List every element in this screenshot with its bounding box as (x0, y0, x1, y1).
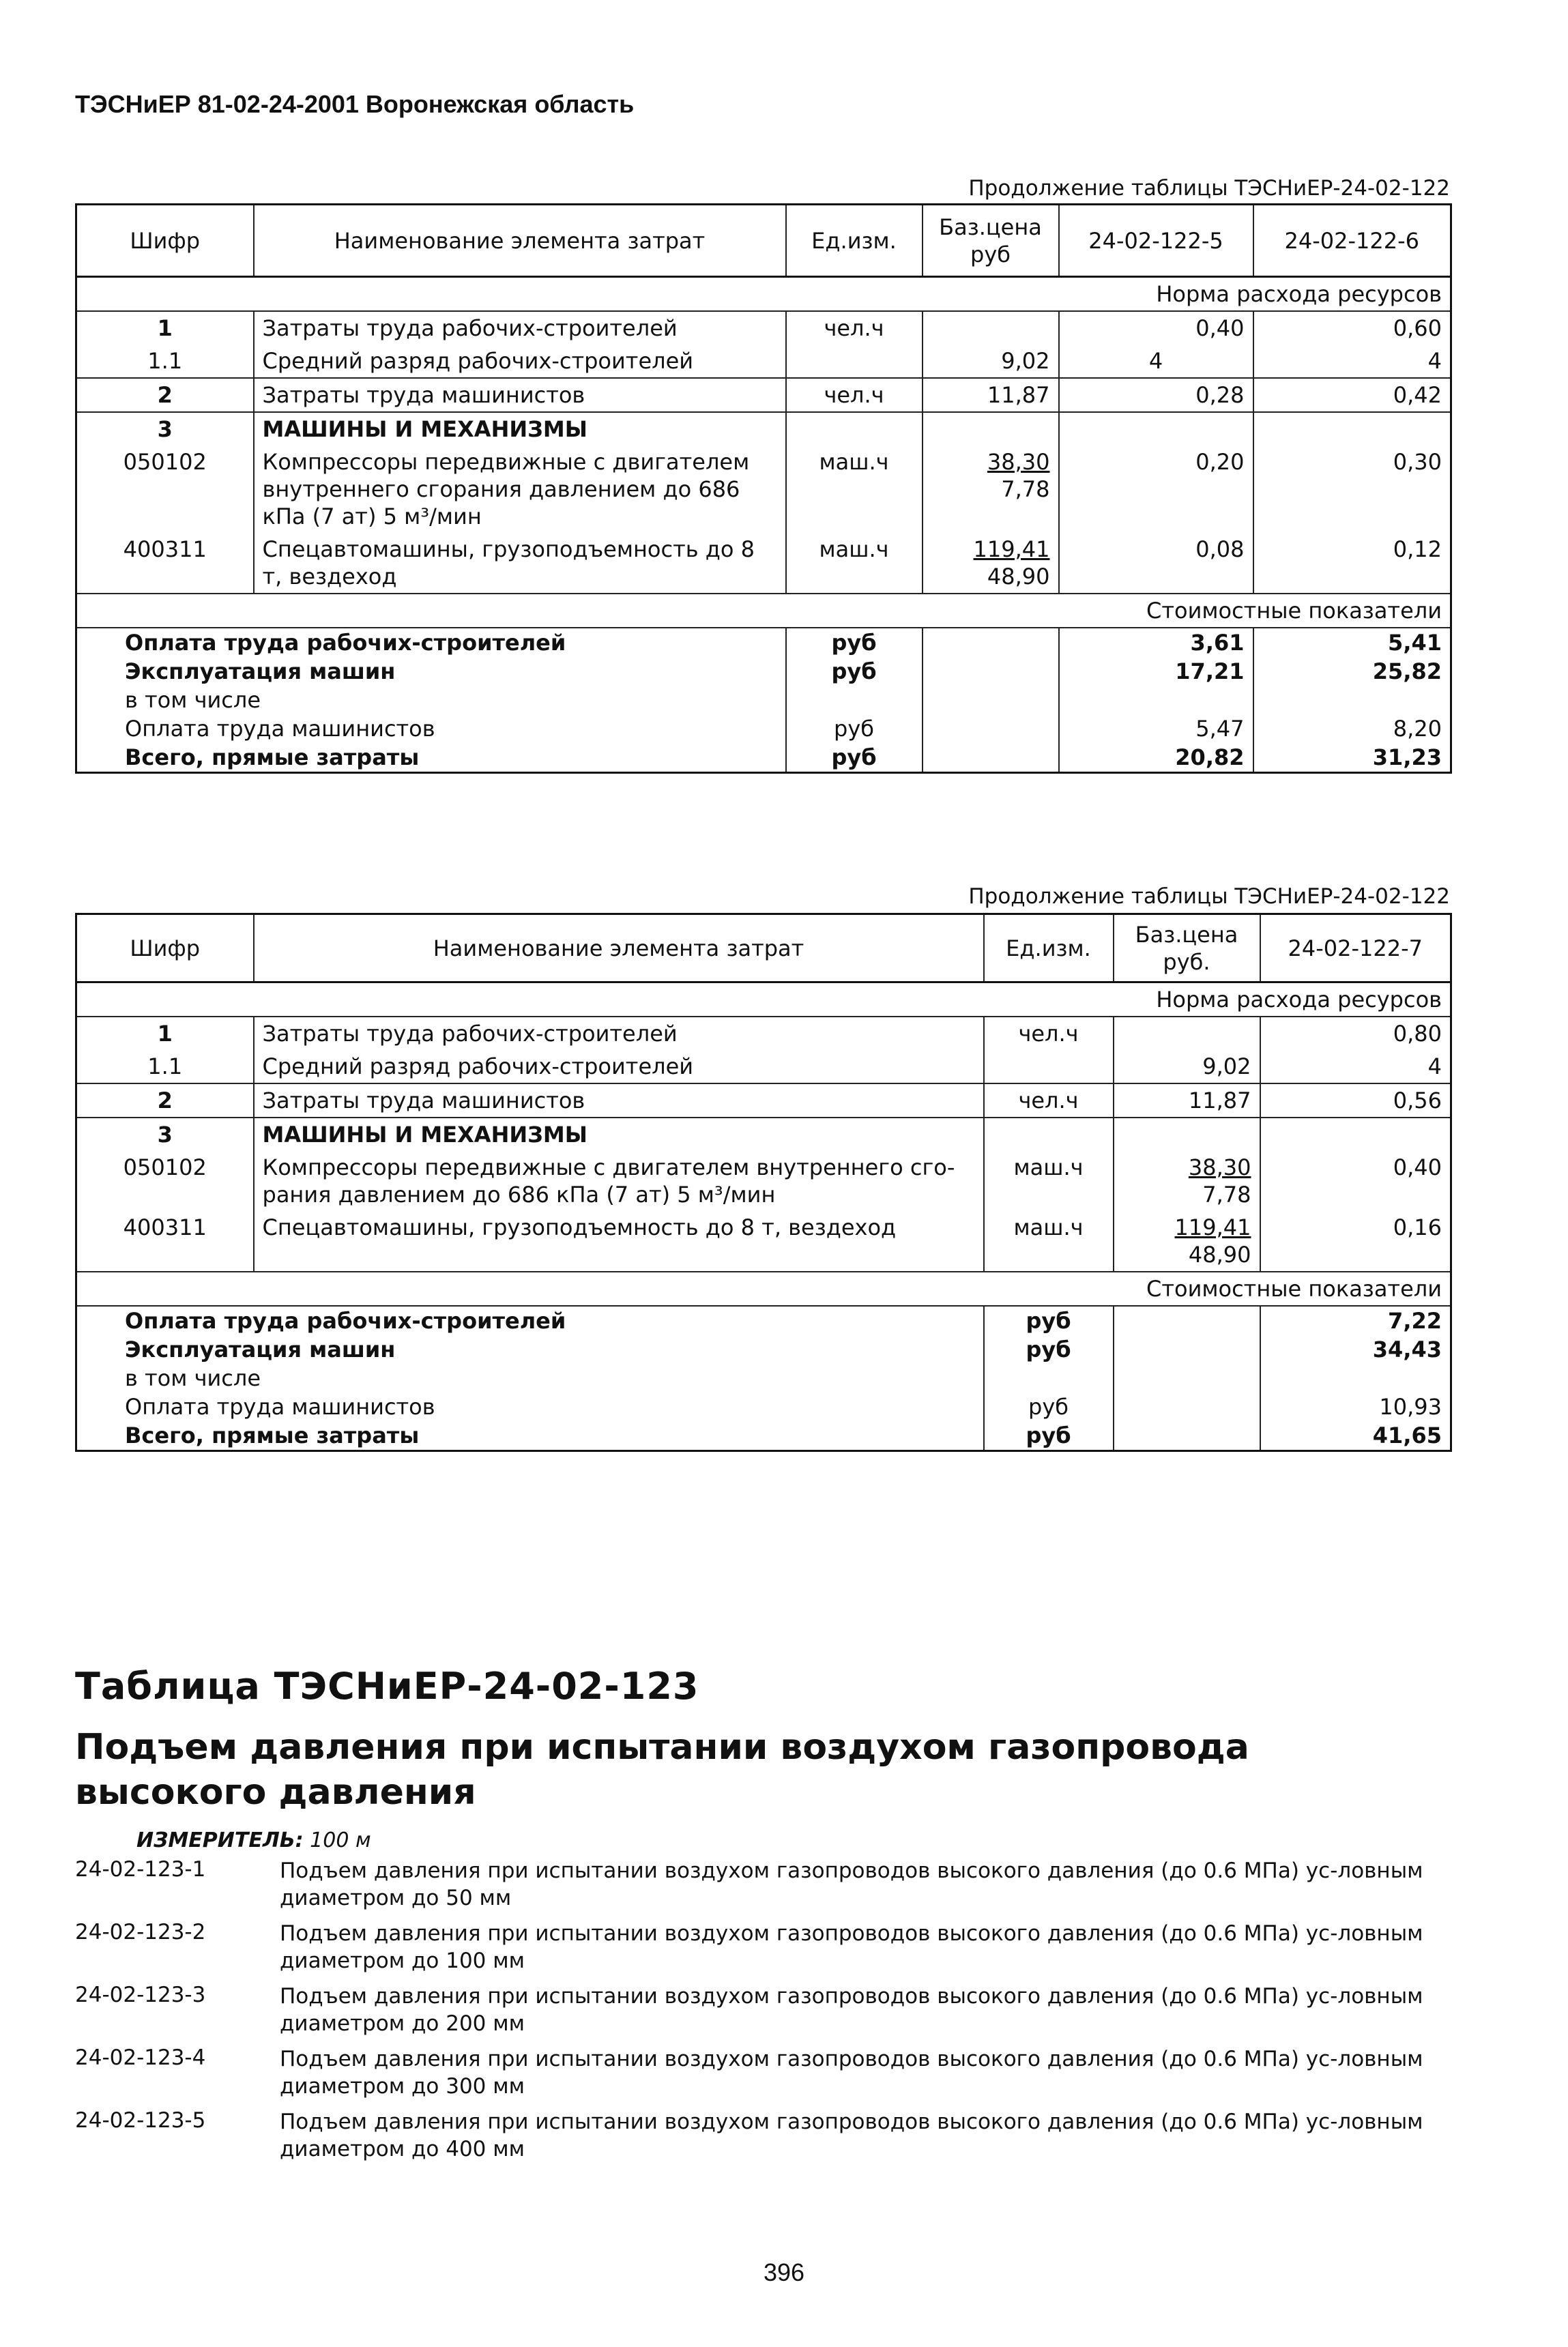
table2-caption: Продолжение таблицы ТЭСНиЕР-24-02-122 (968, 884, 1450, 909)
cost-unit: руб (984, 1335, 1114, 1364)
cost-value: 7,22 (1260, 1306, 1451, 1335)
table-row (76, 1050, 1451, 1083)
row-price-value: 38,30 (1188, 1154, 1251, 1180)
row-unit (786, 412, 923, 446)
table-row (76, 1151, 1451, 1211)
cost-price-empty (1114, 1393, 1260, 1421)
cost-name: Оплата труда машинистов (76, 1393, 984, 1421)
item-text: Подъем давления при испытании воздухом газопроводов высокого давления (до 0.6 МПа) ус-ловным диаметром до 300 мм (280, 2047, 1423, 2099)
table-row (76, 345, 1451, 378)
cost-price-empty (1114, 1421, 1260, 1451)
row-value: 0,20 (1059, 446, 1253, 533)
row-price (1114, 1151, 1260, 1211)
row-name: Затраты труда рабочих-строителей (254, 1017, 984, 1050)
row-price (923, 345, 1059, 378)
item-code: 24-02-123-3 (75, 1983, 206, 2007)
row-code: 1 (76, 311, 254, 345)
row-unit: маш.ч (984, 1151, 1114, 1211)
cost-row (76, 1364, 1451, 1393)
row-price-value: 11,87 (1188, 1088, 1251, 1113)
cost-unit: руб (786, 628, 923, 657)
row-price (923, 446, 1059, 533)
row-unit: маш.ч (786, 446, 923, 533)
row-unit (984, 1118, 1114, 1151)
cost-row (76, 628, 1451, 657)
row-value: 4 (1260, 1050, 1451, 1083)
row-code: 3 (76, 1118, 254, 1151)
row-unit: маш.ч (984, 1211, 1114, 1272)
table-row (76, 1118, 1451, 1151)
row-code: 1 (76, 1017, 254, 1050)
cost-price-empty (923, 628, 1059, 657)
table-row (76, 378, 1451, 412)
cost-name: Эксплуатация машин (76, 657, 786, 686)
t2-head-price: Баз.цена руб. (1114, 914, 1260, 982)
row-value (1253, 412, 1451, 446)
t2-head-unit: Ед.изм. (984, 914, 1114, 982)
row-value: 0,08 (1059, 533, 1253, 594)
cost-row (76, 1306, 1451, 1335)
t2-norm-label: Норма расхода ресурсов (76, 982, 1451, 1017)
cost-price-empty (1114, 1364, 1260, 1393)
cost-value: 20,82 (1059, 743, 1253, 773)
row-price-secondary: 7,78 (1202, 1182, 1251, 1208)
row-unit (984, 1050, 1114, 1083)
row-name: Затраты труда машинистов (254, 378, 786, 412)
row-code: 050102 (76, 1151, 254, 1211)
cost-value: 25,82 (1253, 657, 1451, 686)
table1 (75, 203, 1452, 774)
cost-name: в том числе (76, 686, 786, 714)
page-number: 396 (763, 2258, 805, 2286)
row-price (1114, 1083, 1260, 1118)
t2-head-code: Шифр (76, 914, 254, 982)
row-price (923, 412, 1059, 446)
row-name: Средний разряд рабочих-строителей (254, 345, 786, 378)
row-price-value: 119,41 (1174, 1214, 1251, 1240)
row-price (923, 533, 1059, 594)
row-price-value: 9,02 (1001, 348, 1050, 374)
row-name: МАШИНЫ И МЕХАНИЗМЫ (254, 1118, 984, 1151)
row-code: 1.1 (76, 1050, 254, 1083)
cost-value: 3,61 (1059, 628, 1253, 657)
cost-unit (786, 686, 923, 714)
row-value: 0,40 (1059, 311, 1253, 345)
cost-row (76, 743, 1451, 773)
row-value: 0,80 (1260, 1017, 1451, 1050)
row-code: 400311 (76, 1211, 254, 1272)
cost-price-empty (923, 743, 1059, 773)
cost-price-empty (923, 686, 1059, 714)
cost-unit: руб (984, 1393, 1114, 1421)
row-value: 0,60 (1253, 311, 1451, 345)
row-unit (786, 345, 923, 378)
cost-price-empty (1114, 1306, 1260, 1335)
item-code: 24-02-123-1 (75, 1857, 206, 1882)
cost-name: Оплата труда рабочих-строителей (76, 1306, 984, 1335)
cost-value (1260, 1364, 1451, 1393)
row-name: Затраты труда рабочих-строителей (254, 311, 786, 345)
row-name: Спецавтомашины, грузоподъемность до 8 т, вездеход (254, 1211, 984, 1272)
t1-head-name: Наименование элемента затрат (254, 205, 786, 277)
table1-caption: Продолжение таблицы ТЭСНиЕР-24-02-122 (968, 176, 1450, 201)
cost-row (76, 686, 1451, 714)
table-row (76, 533, 1451, 594)
row-price-secondary: 7,78 (1001, 476, 1050, 502)
measure-line (136, 1828, 371, 1852)
row-value: 0,12 (1253, 533, 1451, 594)
cost-value: 34,43 (1260, 1335, 1451, 1364)
row-price-secondary: 48,90 (1188, 1242, 1251, 1268)
cost-value: 5,41 (1253, 628, 1451, 657)
cost-unit: руб (786, 743, 923, 773)
table-row (76, 412, 1451, 446)
row-price-value: 119,41 (973, 536, 1050, 562)
row-value: 4 (1253, 345, 1451, 378)
row-name: Затраты труда машинистов (254, 1083, 984, 1118)
cost-unit: руб (786, 714, 923, 743)
t1-norm-label: Норма расхода ресурсов (76, 277, 1451, 312)
cost-name: в том числе (76, 1364, 984, 1393)
row-name: Средний разряд рабочих-строителей (254, 1050, 984, 1083)
cost-name: Всего, прямые затраты (76, 743, 786, 773)
measure-label: ИЗМЕРИТЕЛЬ: (136, 1828, 304, 1852)
row-value: 4 (1059, 345, 1253, 378)
cost-row (76, 714, 1451, 743)
row-unit: чел.ч (786, 311, 923, 345)
cost-row (76, 1335, 1451, 1364)
table-row (76, 1211, 1451, 1272)
row-price (1114, 1017, 1260, 1050)
row-value: 0,16 (1260, 1211, 1451, 1272)
t2-head-name: Наименование элемента затрат (254, 914, 984, 982)
row-name: Спецавтомашины, грузоподъемность до 8 т, вездеход (254, 533, 786, 594)
table-row (76, 446, 1451, 533)
t1-head-price: Баз.цена руб (923, 205, 1059, 277)
row-code: 050102 (76, 446, 254, 533)
t2-head-col7: 24-02-122-7 (1260, 914, 1451, 982)
cost-value: 8,20 (1253, 714, 1451, 743)
cost-unit: руб (984, 1421, 1114, 1451)
row-value (1059, 412, 1253, 446)
row-value: 0,56 (1260, 1083, 1451, 1118)
item-code: 24-02-123-2 (75, 1920, 206, 1944)
cost-value: 41,65 (1260, 1421, 1451, 1451)
row-unit: чел.ч (984, 1017, 1114, 1050)
cost-name: Эксплуатация машин (76, 1335, 984, 1364)
row-price (1114, 1118, 1260, 1151)
row-price (923, 311, 1059, 345)
row-value: 0,40 (1260, 1151, 1451, 1211)
cost-name: Всего, прямые затраты (76, 1421, 984, 1451)
row-code: 400311 (76, 533, 254, 594)
t1-head-col5: 24-02-122-5 (1059, 205, 1253, 277)
table2 (75, 913, 1452, 1452)
cost-row (76, 1421, 1451, 1451)
row-code: 1.1 (76, 345, 254, 378)
t1-head-unit: Ед.изм. (786, 205, 923, 277)
row-name: Компрессоры передвижные с двигателем внутреннего сго-рания давлением до 686 кПа (7 ат) 5 м³/мин (254, 1151, 984, 1211)
cost-price-empty (1114, 1335, 1260, 1364)
row-value: 0,28 (1059, 378, 1253, 412)
cost-price-empty (923, 714, 1059, 743)
row-unit: чел.ч (786, 378, 923, 412)
cost-value: 10,93 (1260, 1393, 1451, 1421)
row-value: 0,30 (1253, 446, 1451, 533)
document-header: ТЭСНиЕР 81-02-24-2001 Воронежская область (75, 90, 635, 118)
item-code: 24-02-123-4 (75, 2045, 206, 2070)
row-value (1260, 1118, 1451, 1151)
row-price (1114, 1211, 1260, 1272)
cost-value: 17,21 (1059, 657, 1253, 686)
table-row (76, 1017, 1451, 1050)
row-code: 3 (76, 412, 254, 446)
cost-row (76, 1393, 1451, 1421)
row-unit: маш.ч (786, 533, 923, 594)
t1-head-col6: 24-02-122-6 (1253, 205, 1451, 277)
section-title: Таблица ТЭСНиЕР-24-02-123 (75, 1665, 699, 1708)
cost-unit: руб (786, 657, 923, 686)
cost-value: 5,47 (1059, 714, 1253, 743)
cost-unit: руб (984, 1306, 1114, 1335)
cost-row (76, 657, 1451, 686)
cost-value (1059, 686, 1253, 714)
row-name: Компрессоры передвижные с двигателем внутреннего сгорания давлением до 686 кПа (7 ат) 5 м³/мин (254, 446, 786, 533)
table-row (76, 1083, 1451, 1118)
section-subtitle: Подъем давления при испытании воздухом газопровода высокого давления (75, 1727, 1249, 1813)
row-code: 2 (76, 1083, 254, 1118)
table-row (76, 311, 1451, 345)
row-price (923, 378, 1059, 412)
measure-value: 100 м (310, 1828, 371, 1852)
item-text: Подъем давления при испытании воздухом газопроводов высокого давления (до 0.6 МПа) ус-ловным диаметром до 50 мм (280, 1858, 1423, 1910)
row-code: 2 (76, 378, 254, 412)
cost-name: Оплата труда рабочих-строителей (76, 628, 786, 657)
cost-name: Оплата труда машинистов (76, 714, 786, 743)
row-price-value: 9,02 (1202, 1053, 1251, 1079)
t1-cost-label: Стоимостные показатели (76, 594, 1451, 628)
row-price-value: 38,30 (987, 449, 1050, 475)
row-price-secondary: 48,90 (987, 564, 1050, 589)
item-text: Подъем давления при испытании воздухом газопроводов высокого давления (до 0.6 МПа) ус-ловным диаметром до 400 мм (280, 2110, 1423, 2161)
row-value: 0,42 (1253, 378, 1451, 412)
item-code: 24-02-123-5 (75, 2108, 206, 2133)
row-price-value: 11,87 (987, 382, 1050, 408)
cost-price-empty (923, 657, 1059, 686)
item-text: Подъем давления при испытании воздухом газопроводов высокого давления (до 0.6 МПа) ус-ловным диаметром до 100 мм (280, 1921, 1423, 1973)
row-name: МАШИНЫ И МЕХАНИЗМЫ (254, 412, 786, 446)
cost-unit (984, 1364, 1114, 1393)
row-unit: чел.ч (984, 1083, 1114, 1118)
cost-value (1253, 686, 1451, 714)
row-price (1114, 1050, 1260, 1083)
t2-cost-label: Стоимостные показатели (76, 1272, 1451, 1306)
t1-head-code: Шифр (76, 205, 254, 277)
cost-value: 31,23 (1253, 743, 1451, 773)
item-text: Подъем давления при испытании воздухом газопроводов высокого давления (до 0.6 МПа) ус-ловным диаметром до 200 мм (280, 1984, 1423, 2036)
